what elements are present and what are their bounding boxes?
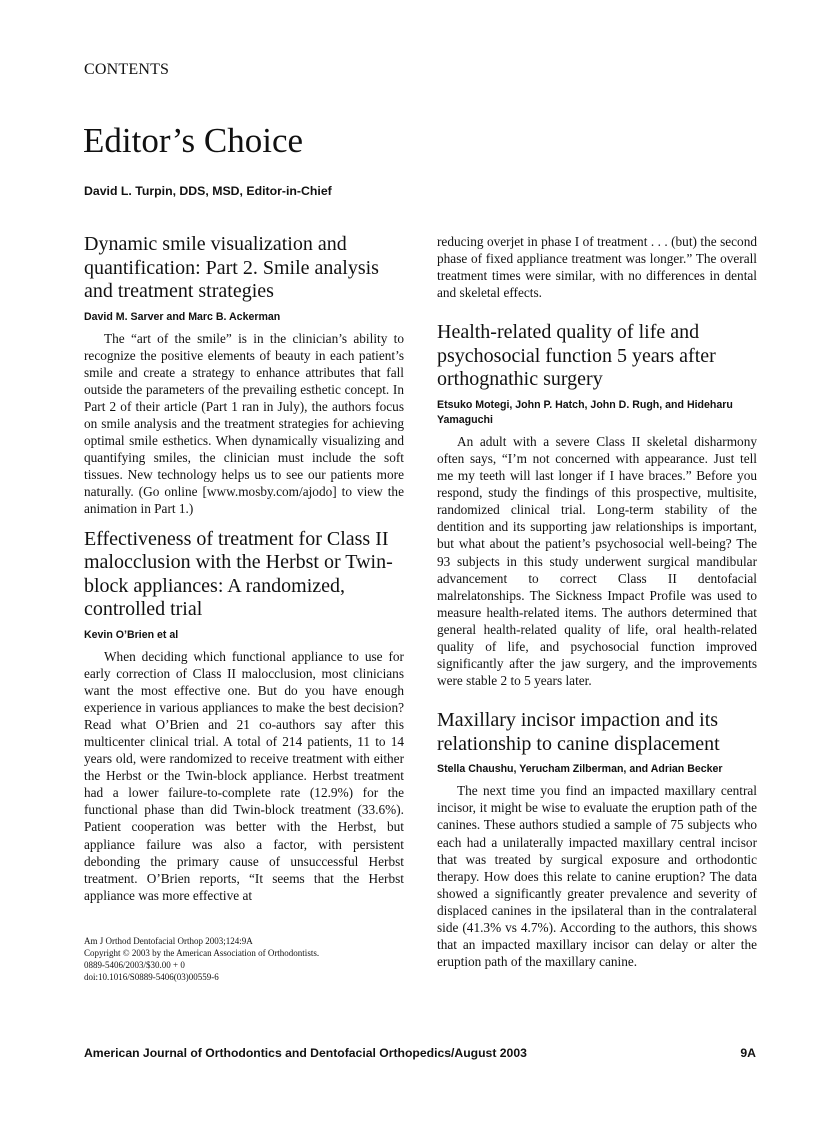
doi: doi:10.1016/S0889-5406(03)00559-6: [84, 972, 219, 982]
article-body: The next time you find an impacted maxillary central incisor, it might be wise to evaluate the eruption path of the canines. These authors studied a sample of 75 subjects who each had a unilaterally impacted maxillary central incisor that was treated by surgical exposure and orthodontic therapy. How does this relate to canine eruption? The data showed a significantly greater prevalence and severity of displaced canines in the ipsilateral than in the contralateral side (41.3% vs 4.7%). According to the authors, this shows that an impacted maxillary incisor can delay or alter the eruption path of the maxillary canine.: [437, 783, 757, 970]
article-body: The “art of the smile” is in the clinician’s ability to recognize the positive elements of beauty in each patient’s smile and create a strategy to enhance attributes that fall outside the parameters of the prevailing esthetic concept. In Part 2 of their article (Part 1 ran in July), the authors focus on smile analysis and the treatment strategies for achieving optimal smile esthetics. When dynamically visualizing and quantifying smiles, the clinician must include the soft tissues. New technology helps us to see our patients more naturally. (Go online [www.mosby.com/ajodo] to view the animation in Part 1.): [84, 330, 404, 517]
page-number: 9A: [740, 1046, 756, 1060]
citation-footnote: [84, 935, 404, 983]
article-authors: Etsuko Motegi, John P. Hatch, John D. Rugh, and Hideharu Yamaguchi: [437, 398, 733, 426]
article-smile-visualization: [84, 233, 404, 518]
left-column: [84, 233, 404, 904]
article-title: Dynamic smile visualization and quantification: Part 2. Smile analysis and treatment strategies: [84, 233, 379, 302]
editor-byline: David L. Turpin, DDS, MSD, Editor-in-Chief: [84, 184, 332, 198]
article-quality-of-life: [437, 321, 757, 689]
right-column: [437, 233, 757, 970]
article-herbst-twin-block: [84, 528, 404, 904]
page-footer: [84, 1046, 756, 1060]
article-authors: Kevin O’Brien et al: [84, 628, 179, 641]
article-body-continued: reducing overjet in phase I of treatment . . . (but) the second phase of fixed appliance treatment was longer.” The overall treatment times were similar, with no differences in dental and skeletal effects.: [437, 234, 757, 301]
journal-name: American Journal of Orthodontics and Dentofacial Orthopedics/August 2003: [84, 1046, 527, 1060]
article-title: Health-related quality of life and psychosocial function 5 years after orthognathic surgery: [437, 321, 716, 391]
article-authors: David M. Sarver and Marc B. Ackerman: [84, 310, 281, 323]
article-body: When deciding which functional appliance to use for early correction of Class II malocclusion, most clinicians want the most effective one. But do you have enough experience in various appliances to make the best decision? Read what O’Brien and 21 co-authors say after this multicenter clinical trial. A total of 214 patients, 11 to 14 years old, were randomized to receive treatment with either the Herbst or the Twin-block appliance. Herbst treatment had a lower failure-to-complete rate (12.9%) for the functional phase than did Twin-block treatment (33.6%). Patient cooperation was better with the Herbst, but appliance failure was also a factor, with persistent debonding the primary cause of unsuccessful Herbst treatment. O’Brien reports, “It seems that the Herbst appliance was more effective at: [84, 648, 404, 903]
article-body: An adult with a severe Class II skeletal disharmony often says, “I’m not concerned with appearance. Just tell me my teeth will last longer if I have braces.” Before you respond, study the findings of this prospective, multisite, randomized clinical trial. Long-term stability of the dentition and its supporting jaw relationships is important, but what about the patient’s psychosocial well-being? The 93 subjects in this study underwent surgical mandibular advancement to correct Class II dentofacial malrelatonships. The Sickness Impact Profile was used to measure health-related items. The authors determined that general health-related quality of life, oral health-related quality of life, and psychosocial function improved significantly after the jaw surgery, and the improvements were stable 2 to 5 years later.: [437, 433, 757, 689]
section-label: CONTENTS: [84, 61, 170, 78]
article-authors: Stella Chaushu, Yerucham Zilberman, and Adrian Becker: [437, 763, 723, 776]
page-title: Editor’s Choice: [83, 121, 304, 160]
price-code: 0889-5406/2003/$30.00 + 0: [84, 960, 185, 970]
article-title: Effectiveness of treatment for Class II malocclusion with the Herbst or Twin-block appliances: A randomized, controlled trial: [84, 527, 393, 621]
article-title: Maxillary incisor impaction and its relationship to canine displacement: [437, 709, 720, 755]
article-incisor-impaction: [437, 709, 757, 970]
copyright: Copyright © 2003 by the American Association of Orthodontists.: [84, 948, 320, 958]
citation: Am J Orthod Dentofacial Orthop 2003;124:9A: [84, 936, 253, 946]
